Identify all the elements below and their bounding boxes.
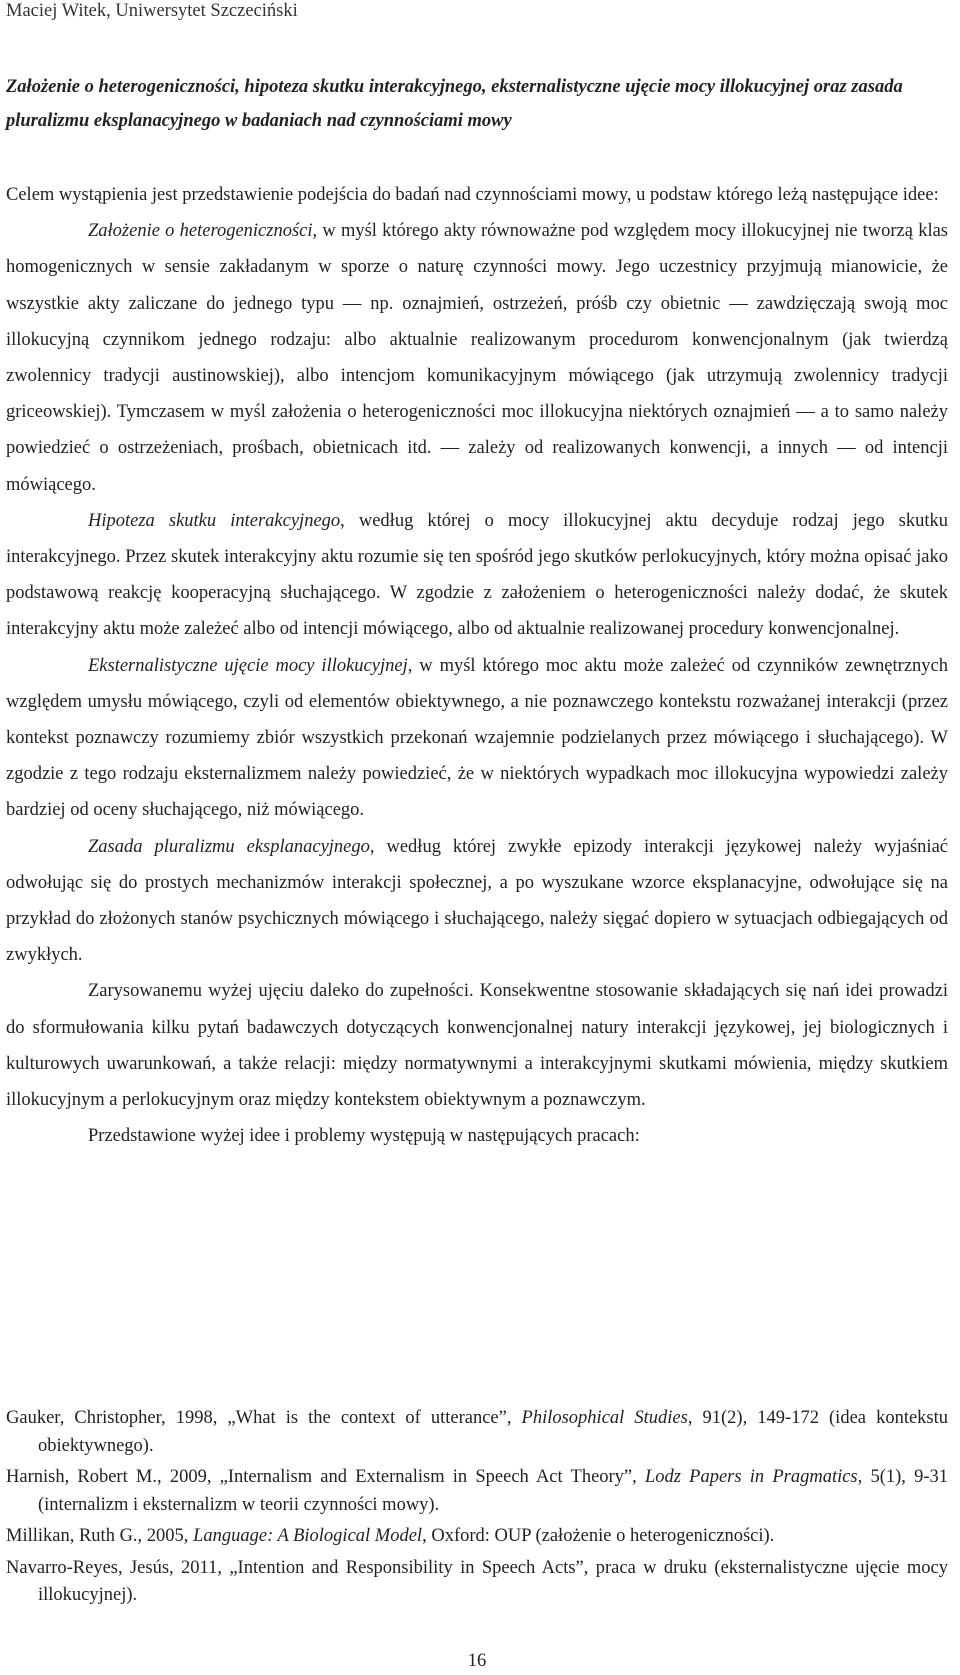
intro-paragraph: Celem wystąpienia jest przedstawienie podejścia do badań nad czynnościami mowy, u podstaw którego leżą następujące idee: (6, 185, 939, 205)
paragraph-externalism (6, 648, 948, 829)
paragraph-interactive-effect-text: , według której o mocy illokucyjnej aktu decyduje rodzaj jego skutku interakcyjnego. Przez skutek interakcyjny aktu rozumie się ten spośród jego skutków perlokucyjnych, który można opisać jako podstawową reakcję kooperacyjną słuchającego. W zgodzie z założeniem o heterogeniczności należy dodać, że skutek interakcyjny aktu może zależeć albo od intencji mówiącego, albo od aktualnie realizowanej procedury konwencjonalnej. (6, 510, 948, 640)
term-externalism: Eksternalistyczne ujęcie mocy illokucyjnej (88, 655, 408, 676)
reference-list (6, 1405, 948, 1614)
paragraph-heterogeneity (6, 213, 948, 503)
paragraph-outline: Zarysowanemu wyżej ujęciu daleko do zupełności. Konsekwentne stosowanie składających się nań idei prowadzi do sformułowania kilku pytań badawczych dotyczących konwencjonalnej natury interakcji językowej, jej biologicznych i kulturowych uwarunkowań, a także relacji: między normatywnymi a interakcyjnymi skutkami mówienia, między skutkiem illokucyjnym a perlokucyjnym oraz między kontekstem obiektywnym a poznawczym. (6, 981, 948, 1111)
reference-item: Gauker, Christopher, 1998, „What is the context of utterance”, Philosophical Studies, 91(2), 149-172 (idea kontekstu obiektywnego). (6, 1408, 949, 1456)
term-interactive-effect: Hipoteza skutku interakcyjnego (88, 510, 341, 531)
reference-item: Navarro-Reyes, Jesús, 2011, „Intention and Responsibility in Speech Acts”, praca w druku (eksternalistyczne ujęcie mocy illokucyjnej). (6, 1557, 948, 1605)
document-title: Założenie o heterogeniczności, hipoteza skutku interakcyjnego, eksternalistyczne ujęcie mocy illokucyjnej oraz zasada pluralizmu eksplanacyjnego w badaniach nad czynnościami mowy (6, 77, 903, 131)
page-number: 16 (467, 1651, 487, 1671)
term-heterogeneity: Założenie o heterogeniczności (88, 221, 313, 242)
document-body (6, 177, 948, 1154)
paragraph-heterogeneity-text: , w myśl którego akty równoważne pod względem mocy illokucyjnej nie tworzą klas homogenicznych w sensie zakładanym w sporze o naturę czynności mowy. Jego uczestnicy przyjmują mianowicie, że wszystkie akty zaliczane do jednego typu — np. oznajmień, ostrzeżeń, próśb czy obietnic — zawdzięczają swoją moc illokucyjną czynnikom jednego rodzaju: albo aktualnie realizowanym procedurom konwencjonalnym (jak twierdzą zwolennicy tradycji austinowskiej), albo intencjom komunikacyjnym mówiącego (jak utrzymują zwolennicy tradycji griceowskiej). Tymczasem w myśl założenia o heterogeniczności moc illokucyjna niektórych oznajmień — a to samo należy powiedzieć o ostrzeżeniach, prośbach, obietnicach itd. — zależy od realizowanych konwencji, a innych — od intencji mówiącego. (6, 221, 949, 495)
author-header: Maciej Witek, Uniwersytet Szczeciński (6, 1, 298, 21)
reference-item: Millikan, Ruth G., 2005, Language: A Biological Model, Oxford: OUP (założenie o heterogeniczności). (6, 1526, 775, 1546)
document-page (6, 0, 956, 1675)
paragraph-pluralism-text: , według której zwykłe epizody interakcji językowej należy wyjaśniać odwołując się do prostych mechanizmów interakcji społecznej, a po wyszukane wzorce eksplanacyjne, odwołujące się na przykład do złożonych stanów psychicznych mówiącego i słuchającego, należy sięgać dopiero w sytuacjach odbiegających od zwykłych. (6, 836, 948, 966)
term-pluralism: Zasada pluralizmu eksplanacyjnego (88, 836, 370, 857)
paragraph-works-intro: Przedstawione wyżej idee i problemy występują w następujących pracach: (88, 1126, 640, 1147)
paragraph-externalism-text: , w myśl którego moc aktu może zależeć od czynników zewnętrznych względem umysłu mówiącego, czyli od elementów obiektywnego, a nie poznawczego kontekstu rozważanej interakcji (przez kontekst poznawczy rozumiemy zbiór wszystkich przekonań wzajemnie podzielanych przez mówiącego i słuchającego). W zgodzie z tego rodzaju eksternalizmem należy powiedzieć, że w niektórych wypadkach moc illokucyjna wypowiedzi zależy bardziej od oceny słuchającego, niż mówiącego. (6, 655, 948, 821)
paragraph-pluralism (6, 829, 948, 974)
reference-item: Harnish, Robert M., 2009, „Internalism and Externalism in Speech Act Theory”, Lodz Papers in Pragmatics, 5(1), 9-31 (internalizm i eksternalizm w teorii czynności mowy). (6, 1467, 949, 1515)
paragraph-interactive-effect (6, 503, 948, 648)
